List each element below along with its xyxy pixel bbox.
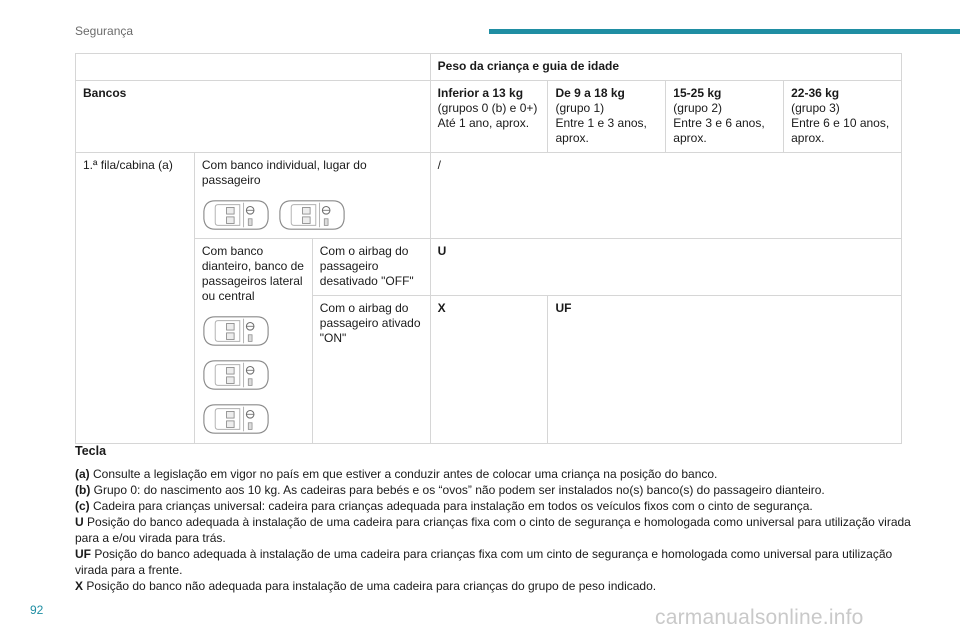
car-seat-diagram-icon <box>202 314 270 348</box>
group-name: (grupo 1) <box>555 101 605 115</box>
group-age: Até 1 ano, aprox. <box>437 116 530 130</box>
group-3-cell <box>784 81 902 153</box>
group-name: (grupo 2) <box>673 101 722 115</box>
table-header-row <box>76 54 902 81</box>
group-age: Entre 3 e 6 anos, <box>673 116 765 130</box>
note-a <box>75 466 915 482</box>
note-tag: (c) <box>75 499 90 513</box>
group-age-cont: aprox. <box>673 131 707 145</box>
group-weight: 15-25 kg <box>673 86 722 100</box>
note-text: Grupo 0: do nascimento aos 10 kg. As cadeiras para bebés e os “ovos” não podem ser instalados no(s) banco(s) do passageiro dianteiro. <box>93 483 825 497</box>
group-weight: De 9 a 18 kg <box>555 86 625 100</box>
note-uf <box>75 546 915 578</box>
airbag-on-label: Com o airbag do passageiro ativado "ON" <box>312 296 430 444</box>
seats-label: Bancos <box>76 81 431 153</box>
group-name: (grupos 0 (b) e 0+) <box>437 101 538 115</box>
section-title: Segurança <box>75 24 134 38</box>
note-tag: UF <box>75 547 91 561</box>
note-text: Consulte a legislação em vigor no país em que estiver a conduzir antes de colocar uma criança na posição do banco. <box>93 467 718 481</box>
airbag-off-row <box>76 239 902 296</box>
key-notes <box>75 466 915 594</box>
note-u <box>75 514 915 546</box>
group-age-cont: aprox. <box>555 131 589 145</box>
weight-guide-header: Peso da criança e guia de idade <box>430 54 901 81</box>
note-text: Posição do banco adequada à instalação de uma cadeira para crianças fixa com um cinto de segurança e homologada como universal para utilização virada para a frente. <box>75 547 893 577</box>
bench-seat-cell <box>194 239 312 444</box>
airbag-off-value: U <box>430 239 901 296</box>
watermark: carmanualsonline.info <box>655 606 864 629</box>
group-name: (grupo 3) <box>791 101 840 115</box>
note-tag: (b) <box>75 483 91 497</box>
single-seat-diagrams <box>202 198 423 232</box>
note-text: Posição do banco adequada à instalação de uma cadeira para crianças fixa com o cinto de segurança e homologada como universal para utilização virada para a e/ou virada para trás. <box>75 515 911 545</box>
bench-seat-diagrams <box>202 314 305 436</box>
note-b <box>75 482 915 498</box>
note-x <box>75 578 915 594</box>
note-text: Posição do banco não adequada para instalação de uma cadeira para crianças do grupo de peso indicado. <box>86 579 657 593</box>
airbag-off-label: Com o airbag do passageiro desativado "OFF" <box>312 239 430 296</box>
group-age-cont: aprox. <box>791 131 825 145</box>
single-seat-label: Com banco individual, lugar do passageiro <box>201 158 367 187</box>
bench-seat-label: Com banco dianteiro, banco de passageiros lateral ou central <box>201 244 304 303</box>
note-text: Cadeira para crianças universal: cadeira para crianças adequada para instalação em todos os veículos fixos com o cinto de segurança. <box>93 499 813 513</box>
groups-row <box>76 81 902 153</box>
empty-corner-cell <box>76 54 431 81</box>
group-0-cell <box>430 81 548 153</box>
airbag-on-value-group1: UF <box>548 296 902 444</box>
group-weight: 22-36 kg <box>791 86 840 100</box>
single-seat-cell <box>194 153 430 239</box>
group-2-cell <box>666 81 784 153</box>
child-seat-table <box>75 53 902 444</box>
note-tag: (a) <box>75 467 90 481</box>
car-seat-diagram-icon <box>202 402 270 436</box>
group-age: Entre 1 e 3 anos, <box>555 116 647 130</box>
single-seat-row <box>76 153 902 239</box>
group-1-cell <box>548 81 666 153</box>
header-accent-bar <box>489 29 960 34</box>
single-seat-value: / <box>430 153 901 239</box>
row-label: 1.ª fila/cabina (a) <box>76 153 195 444</box>
note-c <box>75 498 915 514</box>
car-seat-diagram-icon <box>278 198 346 232</box>
group-age: Entre 6 e 10 anos, <box>791 116 890 130</box>
airbag-on-value-group0: X <box>430 296 548 444</box>
group-weight: Inferior a 13 kg <box>437 86 524 100</box>
note-tag: U <box>75 515 84 529</box>
car-seat-diagram-icon <box>202 358 270 392</box>
car-seat-diagram-icon <box>202 198 270 232</box>
note-tag: X <box>75 579 84 593</box>
key-title: Tecla <box>75 444 107 458</box>
page-number: 92 <box>30 603 44 617</box>
